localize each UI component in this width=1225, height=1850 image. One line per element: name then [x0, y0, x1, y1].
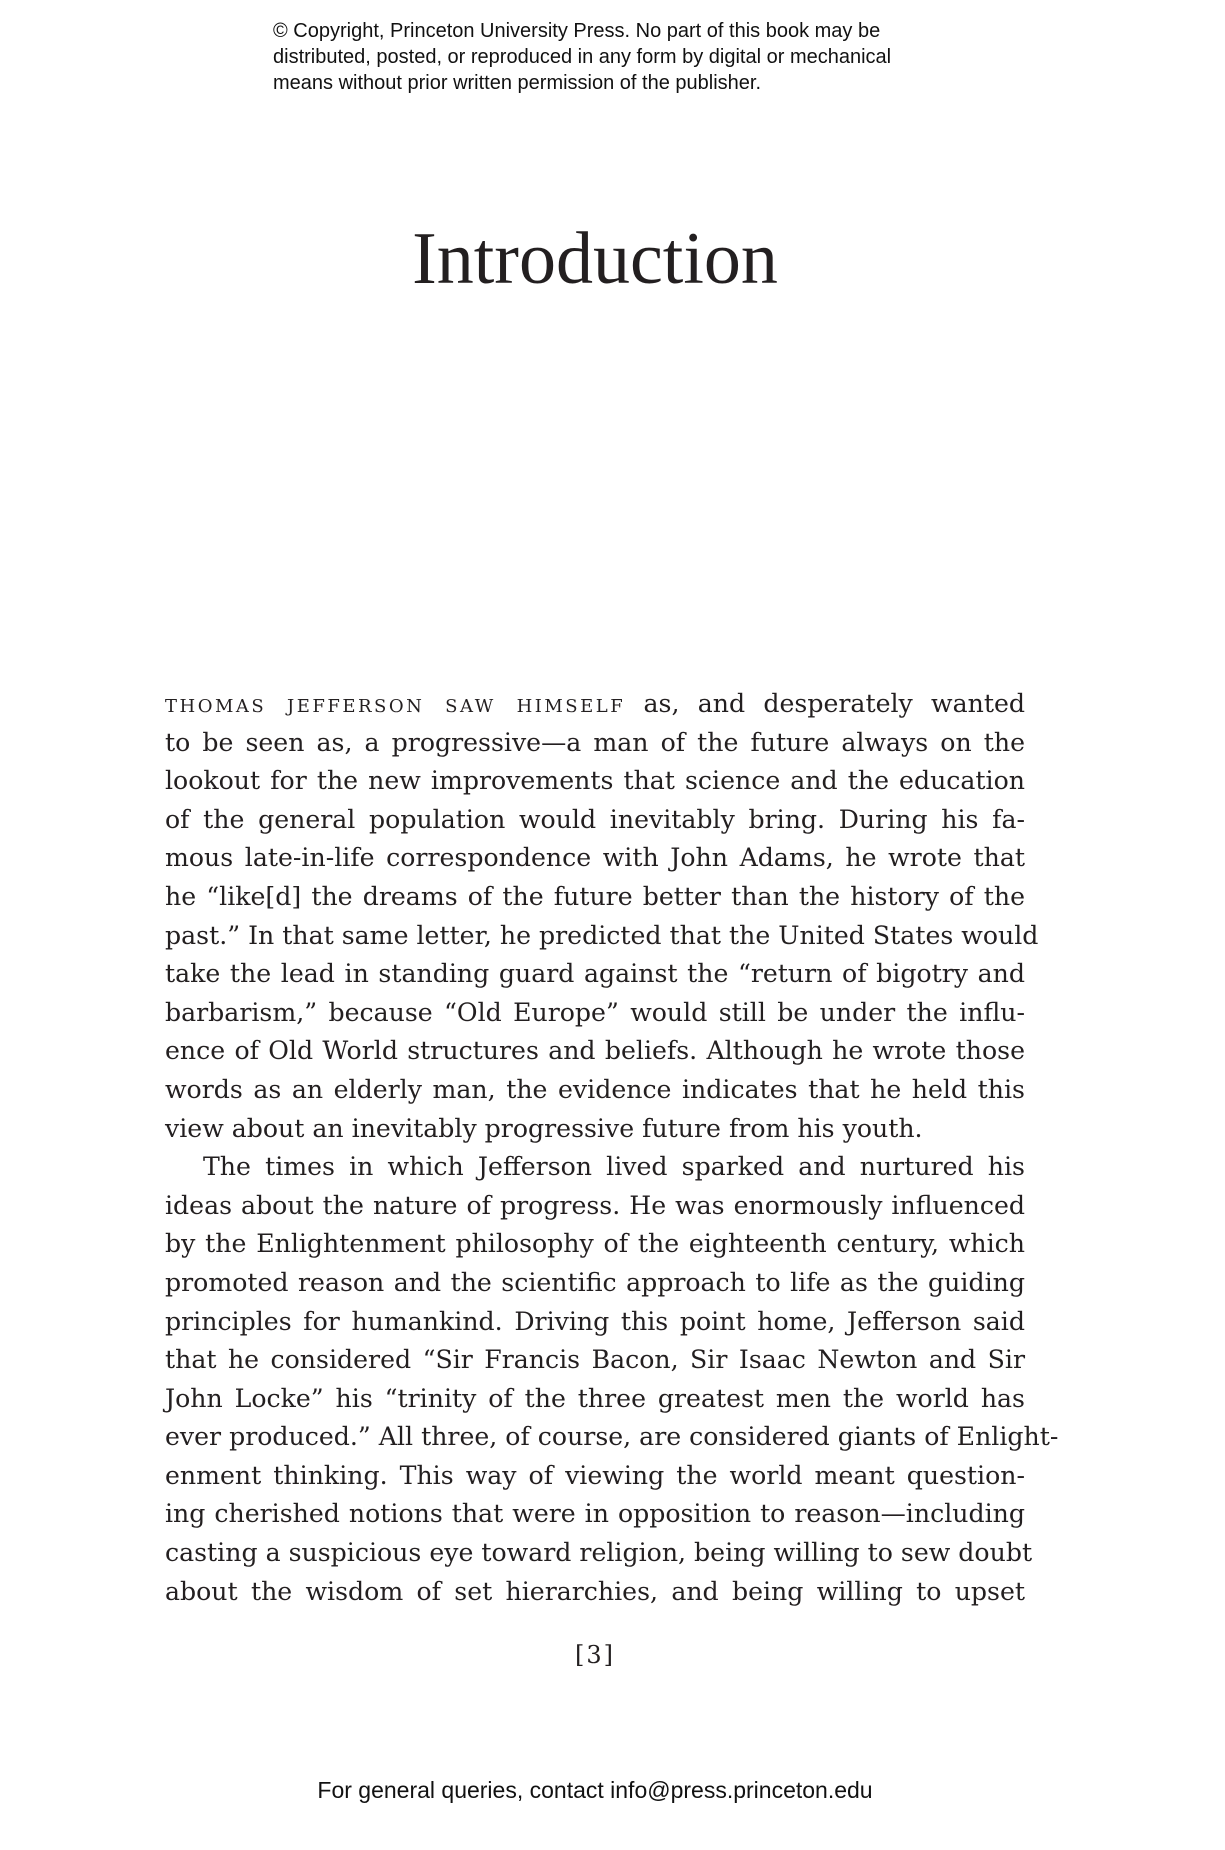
- text-line: John Locke” his “trinity of the three greatest men the world has: [165, 1383, 1025, 1413]
- copyright-line: means without prior written permission of the publisher.: [273, 72, 762, 94]
- body-text: [165, 685, 1059, 1611]
- text-line: ence of Old World structures and beliefs. Although he wrote those: [165, 1036, 1025, 1066]
- text-line: The times in which Jefferson lived sparked and nurtured his: [203, 1152, 1025, 1182]
- text-line: enment thinking. This way of viewing the world meant question-: [165, 1460, 1025, 1490]
- text-line: [165, 685, 1025, 724]
- paragraph-2: [165, 1148, 1059, 1611]
- text-line: past.” In that same letter, he predicted that the United States would: [165, 920, 1039, 950]
- text-line: ing cherished notions that were in opposition to reason—including: [165, 1499, 1025, 1529]
- copyright-line: © Copyright, Princeton University Press. No part of this book may be: [273, 20, 881, 42]
- text-line: casting a suspicious eye toward religion, being willing to sew doubt: [165, 1538, 1033, 1568]
- copyright-line: distributed, posted, or reproduced in any form by digital or mechanical: [273, 46, 892, 68]
- text-line: of the general population would inevitably bring. During his fa-: [165, 804, 1025, 834]
- text-line: view about an inevitably progressive future from his youth.: [165, 1113, 923, 1143]
- chapter-title: Introduction: [412, 218, 778, 300]
- text-line: take the lead in standing guard against the “return of bigotry and: [165, 959, 1025, 989]
- text-line: promoted reason and the scientific approach to life as the guiding: [165, 1267, 1025, 1297]
- text-line: to be seen as, a progressive—a man of the future always on the: [165, 727, 1025, 757]
- text-line: words as an elderly man, the evidence indicates that he held this: [165, 1074, 1025, 1104]
- text-line: ever produced.” All three, of course, are considered giants of Enlight-: [165, 1422, 1059, 1452]
- page-number: [3]: [575, 1641, 615, 1669]
- paragraph-1: [165, 685, 1039, 1148]
- text-line: principles for humankind. Driving this point home, Jefferson said: [165, 1306, 1025, 1336]
- line-text: as, and desperately wanted: [625, 689, 1026, 718]
- text-line: lookout for the new improvements that science and the education: [165, 766, 1025, 796]
- opening-smallcaps: thomas jefferson saw himself: [165, 689, 626, 718]
- text-line: barbarism,” because “Old Europe” would still be under the influ-: [165, 997, 1025, 1027]
- text-line: he “like[d] the dreams of the future better than the history of the: [165, 881, 1025, 911]
- text-line: about the wisdom of set hierarchies, and being willing to upset: [165, 1576, 1025, 1606]
- text-line: mous late-in-life correspondence with John Adams, he wrote that: [165, 843, 1025, 873]
- text-line: that he considered “Sir Francis Bacon, Sir Isaac Newton and Sir: [165, 1345, 1025, 1375]
- copyright-notice: [273, 18, 973, 96]
- text-line: ideas about the nature of progress. He was enormously influenced: [165, 1190, 1025, 1220]
- footer-contact: For general queries, contact info@press.princeton.edu: [317, 1777, 873, 1803]
- text-line: by the Enlightenment philosophy of the eighteenth century, which: [165, 1229, 1025, 1259]
